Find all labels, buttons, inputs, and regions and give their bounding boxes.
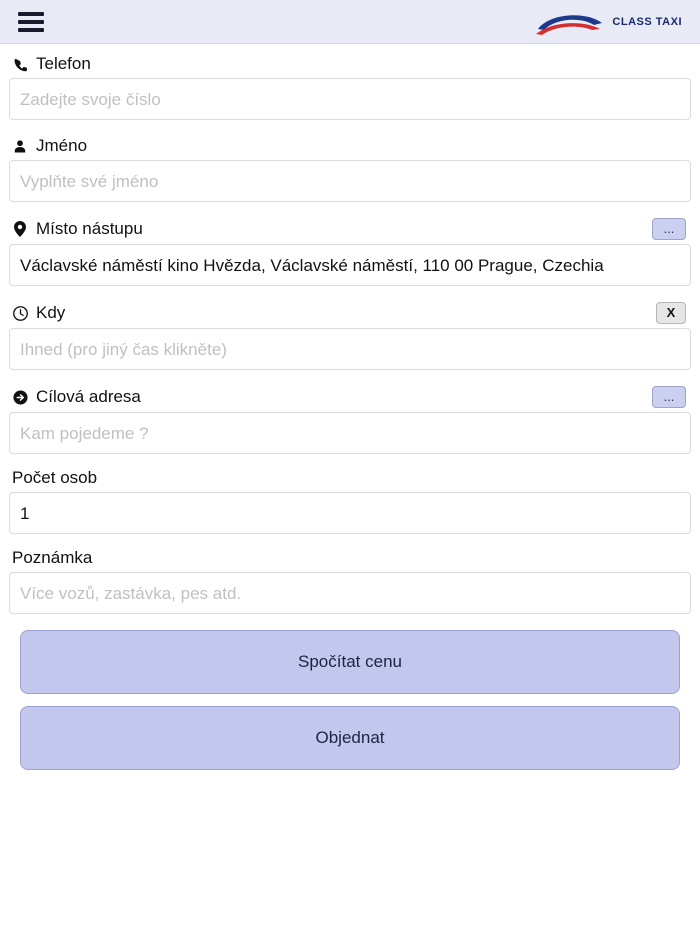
- app-header: [0, 0, 700, 44]
- calculate-price-button[interactable]: Spočítat cenu: [20, 630, 680, 694]
- field-destination: [2, 376, 698, 454]
- destination-more-button[interactable]: ...: [652, 386, 686, 408]
- when-input[interactable]: Ihned (pro jiný čas klikněte): [9, 328, 691, 370]
- destination-label: [12, 387, 141, 407]
- phone-label-text: Telefon: [36, 54, 91, 73]
- persons-input[interactable]: 1: [9, 492, 691, 534]
- persons-label: Počet osob: [12, 468, 98, 487]
- destination-label-row: [2, 376, 698, 412]
- phone-label: [12, 54, 91, 74]
- map-pin-icon: [12, 221, 28, 238]
- phone-input[interactable]: Zadejte svoje číslo: [9, 78, 691, 120]
- field-phone: [2, 44, 698, 120]
- note-input[interactable]: Více vozů, zastávka, pes atd.: [9, 572, 691, 614]
- note-label: Poznámka: [12, 548, 93, 567]
- hamburger-bar: [18, 12, 44, 16]
- name-label-text: Jméno: [36, 136, 88, 155]
- field-pickup: [2, 208, 698, 286]
- person-icon: [12, 138, 28, 155]
- hamburger-bar: [18, 20, 44, 24]
- field-note: [2, 540, 698, 614]
- brand-logo: [534, 7, 682, 37]
- pickup-label: [12, 219, 143, 239]
- name-input[interactable]: Vyplňte své jméno: [9, 160, 691, 202]
- pickup-input[interactable]: Václavské náměstí kino Hvězda, Václavské náměstí, 110 00 Prague, Czechia: [9, 244, 691, 286]
- name-label: [12, 136, 87, 156]
- brand-swoosh-icon: [534, 7, 606, 37]
- destination-input[interactable]: Kam pojedeme ?: [9, 412, 691, 454]
- when-label-row: [2, 292, 698, 328]
- hamburger-bar: [18, 28, 44, 32]
- brand-name: CLASS TAXI: [612, 15, 682, 28]
- when-clear-button[interactable]: X: [656, 302, 686, 324]
- when-label: [12, 303, 65, 323]
- destination-label-text: Cílová adresa: [36, 387, 141, 406]
- pickup-label-text: Místo nástupu: [36, 219, 143, 238]
- when-label-text: Kdy: [36, 303, 66, 322]
- field-persons: [2, 460, 698, 534]
- hamburger-icon[interactable]: [18, 12, 44, 32]
- action-buttons: [0, 620, 700, 770]
- clock-icon: [12, 305, 28, 322]
- pickup-label-row: [2, 208, 698, 244]
- name-label-row: [2, 126, 698, 160]
- field-name: [2, 126, 698, 202]
- arrow-right-circle-icon: [12, 389, 28, 406]
- order-form: [0, 44, 700, 614]
- order-button[interactable]: Objednat: [20, 706, 680, 770]
- pickup-more-button[interactable]: ...: [652, 218, 686, 240]
- phone-label-row: [2, 44, 698, 78]
- field-when: [2, 292, 698, 370]
- phone-icon: [12, 56, 28, 73]
